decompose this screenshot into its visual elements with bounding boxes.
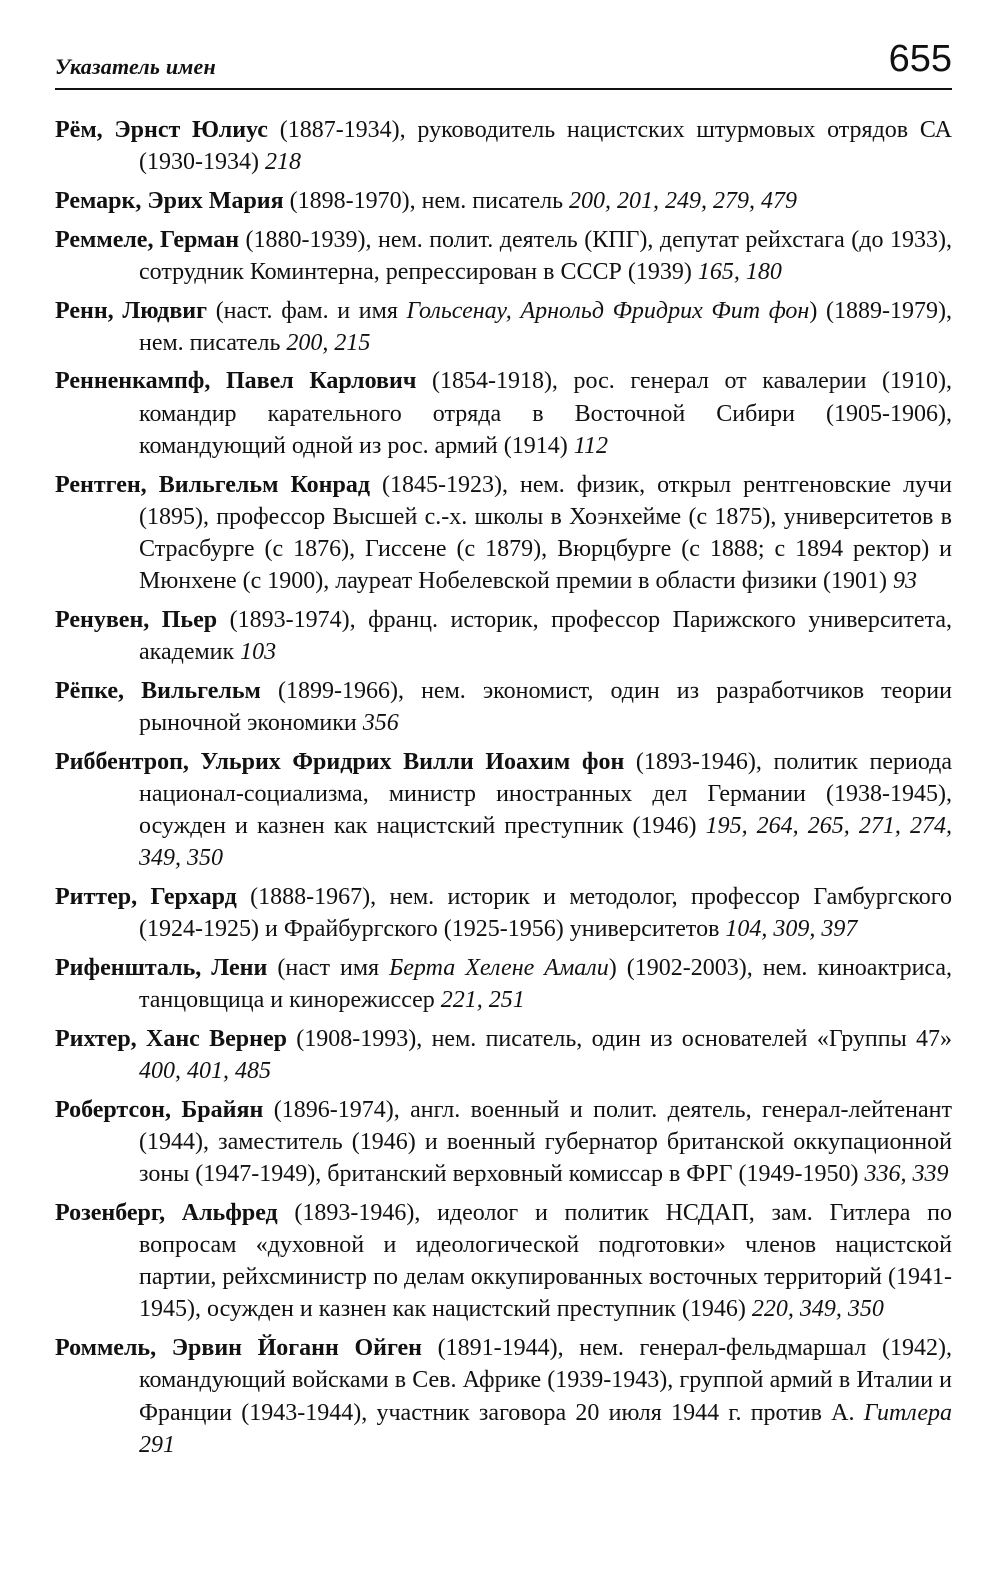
entry-description: (1893-1974), франц. историк, профессор Парижского университета, академик <box>139 606 953 666</box>
entry-description: (1880-1939), нем. полит. деятель (КПГ), депутат рейхстага (до 1933), сотрудник Коминтерна, репрессирован в СССР (1939) <box>139 226 952 285</box>
entry-name: Рентген, Вильгельм Конрад <box>55 471 370 498</box>
entry-name: Розенберг, Альфред <box>55 1199 278 1226</box>
index-entry <box>55 224 952 288</box>
entry-pages: 336, 339 <box>864 1161 949 1188</box>
entry-name: Рихтер, Ханс Вернер <box>55 1025 287 1052</box>
entry-pages: 93 <box>892 568 917 595</box>
entry-pages: 165, 180 <box>697 258 782 285</box>
entry-description-continued: ) (1902-2003), нем. киноактриса, танцовщица и кинорежиссер <box>139 954 953 1014</box>
entry-pages: 221, 251 <box>440 987 525 1014</box>
entry-pages: 220, 349, 350 <box>751 1296 884 1323</box>
entry-description: (1899-1966), нем. экономист, один из разработчиков теории рыночной экономики <box>139 677 952 736</box>
entry-description: (наст. фам. и имя <box>207 297 407 324</box>
entry-pages: 200, 215 <box>286 329 371 356</box>
entry-description: (1854-1918), рос. генерал от кавалерии (1910), командир карательного отряда в Восточной Сибири (1905-1906), командующий одной из рос. армий (1914) <box>139 368 952 459</box>
entry-name: Ренн, Людвиг <box>55 297 208 324</box>
index-entry <box>55 1197 952 1326</box>
entry-pages: 112 <box>573 432 608 459</box>
index-entry <box>55 114 952 178</box>
entry-pages: 291 <box>139 1431 175 1458</box>
index-entry <box>55 952 952 1016</box>
entry-description: (1845-1923), нем. физик, открыл рентгеновские лучи (1895), профессор Высшей с.-х. школы в Хоэнхейме (с 1875), университетов в Страсбурге (с 1876), Гиссене (с 1879), Вюрцбурге (с 1888; с 1894 ректор) и Мюнхене (с 1900), лауреат Нобелевской премии в области физики (1901) <box>139 471 952 595</box>
entry-name: Рифеншталь, Лени <box>55 954 268 981</box>
entry-pages: 195, 264, 265, 271, 274, 349, 350 <box>139 813 952 872</box>
page-number: 655 <box>888 38 952 80</box>
name-index-entries <box>55 114 952 1467</box>
entry-name: Риббентроп, Ульрих Фридрих Вилли Иоахим фон <box>55 748 625 775</box>
entry-description: (наст имя <box>267 954 390 981</box>
entry-pages: 104, 309, 397 <box>725 916 858 943</box>
entry-description: (1893-1946), идеолог и политик НСДАП, зам. Гитлера по вопросам «духовной и идеологической подготовки» членов нацистской партии, рейхсминистр по делам оккупированных восточных территорий (1941-1945), осужден и казнен как нацистский преступник (1946) <box>139 1199 952 1323</box>
entry-pages: 103 <box>240 639 277 666</box>
entry-name: Рёпке, Вильгельм <box>55 677 261 704</box>
entry-description-continued: ) (1889-1979), нем. писатель <box>139 297 952 356</box>
entry-pages: 200, 201, 249, 279, 479 <box>569 187 798 214</box>
entry-name: Рём, Эрнст Юлиус <box>55 117 268 143</box>
entry-description: (1908-1993), нем. писатель, один из основателей «Группы 47» <box>286 1025 953 1052</box>
entry-description: (1893-1946), политик периода национал-социализма, министр иностранных дел Германии (1938-1945), осужден и казнен как нацистский преступник (1946) <box>139 748 953 840</box>
entry-real-name: Берта Хелене Амали <box>389 954 609 981</box>
index-entry <box>55 881 952 945</box>
entry-description: (1888-1967), нем. историк и методолог, профессор Гамбургского (1924-1925) и Фрайбургского (1925-1956) университетов <box>139 883 952 943</box>
entry-name: Ренувен, Пьер <box>55 606 218 633</box>
entry-description: (1898-1970), нем. писатель <box>283 187 570 214</box>
entry-cross-reference: Гитлера <box>863 1399 952 1426</box>
entry-name: Роммель, Эрвин Йоганн Ойген <box>55 1335 423 1362</box>
index-entry <box>55 746 952 875</box>
entry-pages: 218 <box>264 149 301 176</box>
index-entry <box>55 469 952 598</box>
index-entry <box>55 185 952 217</box>
index-entry <box>55 1094 952 1191</box>
entry-name: Реммеле, Герман <box>55 226 240 253</box>
index-entry <box>55 604 952 668</box>
index-entry <box>55 365 952 462</box>
entry-real-name: Гольсенау, Арнольд Фридрих Фит фон <box>406 297 810 324</box>
entry-pages: 400, 401, 485 <box>139 1057 271 1084</box>
entry-name: Робертсон, Брайян <box>55 1096 264 1123</box>
index-entry <box>55 295 952 359</box>
index-entry <box>55 675 952 739</box>
entry-name: Ренненкампф, Павел Карлович <box>55 368 417 395</box>
index-entry <box>55 1023 952 1087</box>
entry-pages: 356 <box>362 709 399 736</box>
index-entry <box>55 1332 952 1461</box>
running-header <box>55 38 952 90</box>
entry-description: (1891-1944), нем. генерал-фельдмаршал (1942), командующий войсками в Сев. Африке (1939-1943), группой армий в Италии и Франции (1943-1944), участник заговора 20 июля 1944 г. против А. <box>139 1335 952 1426</box>
entry-name: Ремарк, Эрих Мария <box>55 187 284 214</box>
entry-description: (1896-1974), англ. военный и полит. деятель, генерал-лейтенант (1944), заместитель (1946) и военный губернатор британской оккупационной зоны (1947-1949), британский верховный комиссар в ФРГ (1949-1950) <box>139 1096 952 1188</box>
entry-name: Риттер, Герхард <box>55 883 237 910</box>
running-title: Указатель имен <box>55 54 216 79</box>
entry-description: (1887-1934), руководитель нацистских штурмовых отрядов СА (1930-1934) <box>139 117 952 176</box>
